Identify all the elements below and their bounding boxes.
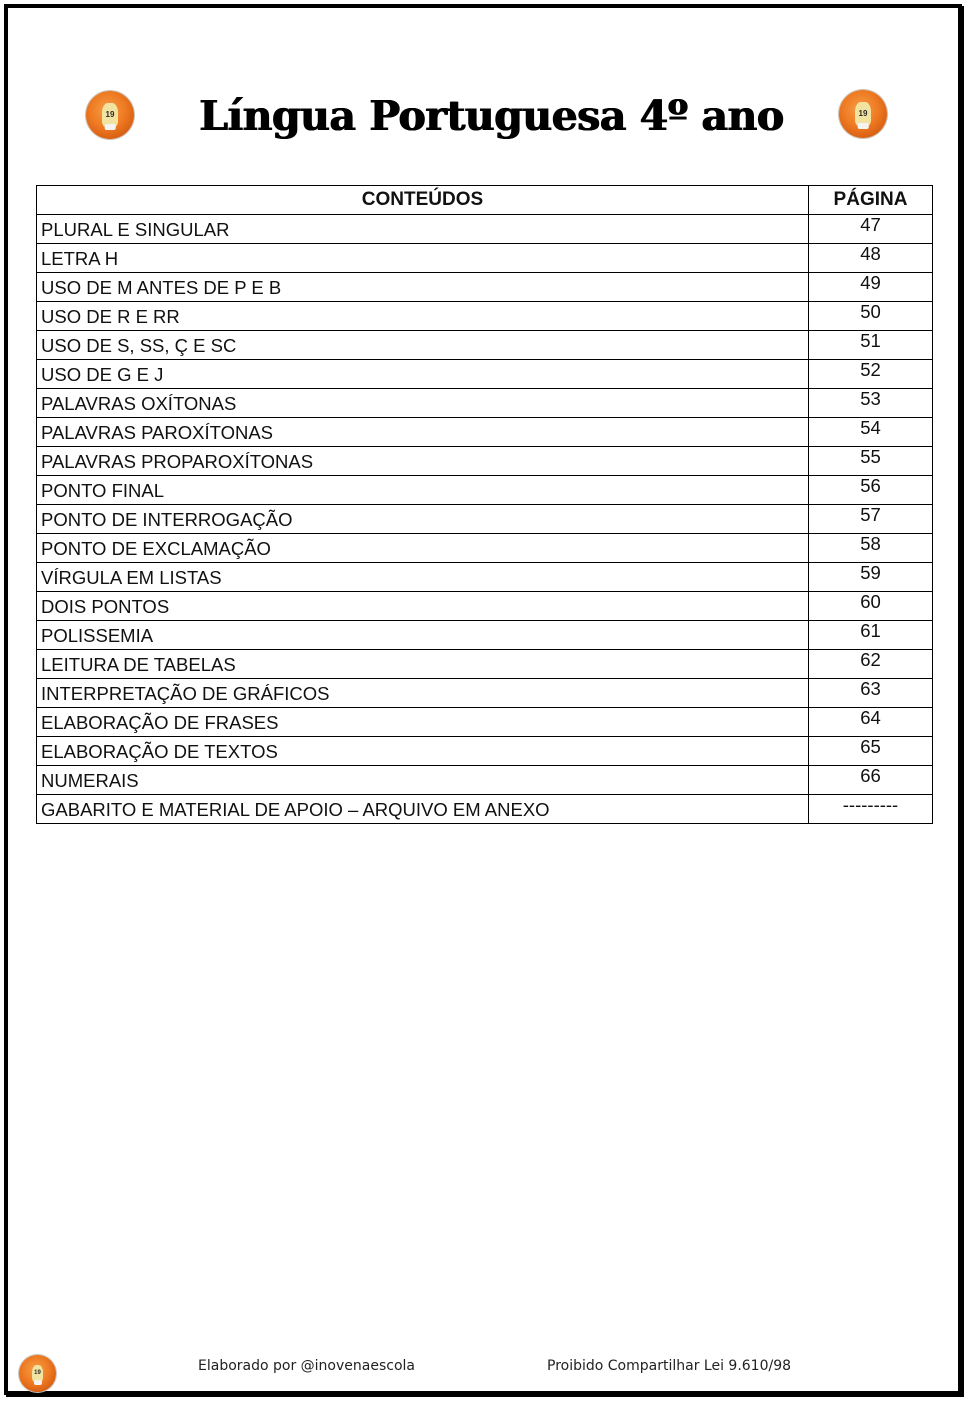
page-cell: 50 — [809, 302, 933, 331]
page-cell: 60 — [809, 592, 933, 621]
logo-base — [105, 124, 116, 131]
page-cell: 59 — [809, 563, 933, 592]
content-cell: VÍRGULA EM LISTAS — [37, 563, 809, 592]
table-row — [37, 215, 933, 244]
logo-text: 19 — [105, 110, 115, 120]
content-cell: ELABORAÇÃO DE FRASES — [37, 708, 809, 737]
content-cell: LETRA H — [37, 244, 809, 273]
page-title: Língua Portuguesa 4º ano — [199, 92, 784, 140]
table-row — [37, 592, 933, 621]
content-cell: PLURAL E SINGULAR — [37, 215, 809, 244]
table-row — [37, 621, 933, 650]
content-cell: USO DE R E RR — [37, 302, 809, 331]
content-cell: PONTO FINAL — [37, 476, 809, 505]
table-row — [37, 389, 933, 418]
table-row — [37, 476, 933, 505]
table-row — [37, 331, 933, 360]
page-cell: 64 — [809, 708, 933, 737]
content-cell: PALAVRAS PAROXÍTONAS — [37, 418, 809, 447]
table-row — [37, 418, 933, 447]
page-cell: 55 — [809, 447, 933, 476]
table-row — [37, 302, 933, 331]
table-body — [37, 215, 933, 824]
page-cell: 58 — [809, 534, 933, 563]
table-row — [37, 563, 933, 592]
page-cell: 63 — [809, 679, 933, 708]
content-cell: PALAVRAS PROPAROXÍTONAS — [37, 447, 809, 476]
school-logo-icon — [86, 91, 134, 139]
content-cell: POLISSEMIA — [37, 621, 809, 650]
logo-text: 19 — [34, 1369, 41, 1376]
page-cell: 47 — [809, 215, 933, 244]
table-row — [37, 650, 933, 679]
footer-copyright-notice: Proibido Compartilhar Lei 9.610/98 — [547, 1358, 792, 1374]
content-cell: PALAVRAS OXÍTONAS — [37, 389, 809, 418]
content-cell: DOIS PONTOS — [37, 592, 809, 621]
footer-author: Elaborado por @inovenaescola — [198, 1358, 415, 1374]
table-row — [37, 244, 933, 273]
page-cell: 53 — [809, 389, 933, 418]
page-cell: 52 — [809, 360, 933, 389]
logo-base — [858, 123, 869, 130]
header-contents: CONTEÚDOS — [37, 186, 809, 215]
table-row — [37, 534, 933, 563]
table-row — [37, 505, 933, 534]
page-cell: 66 — [809, 766, 933, 795]
content-cell: PONTO DE INTERROGAÇÃO — [37, 505, 809, 534]
table-row — [37, 679, 933, 708]
page-cell: 56 — [809, 476, 933, 505]
table-row — [37, 737, 933, 766]
page-cell: 49 — [809, 273, 933, 302]
logo-text: 19 — [858, 109, 868, 119]
content-cell: LEITURA DE TABELAS — [37, 650, 809, 679]
contents-table — [36, 185, 933, 824]
page-cell: 54 — [809, 418, 933, 447]
table-row — [37, 447, 933, 476]
content-cell: GABARITO E MATERIAL DE APOIO – ARQUIVO EM ANEXO — [37, 795, 809, 824]
page-cell: 48 — [809, 244, 933, 273]
page-cell: 61 — [809, 621, 933, 650]
content-cell: NUMERAIS — [37, 766, 809, 795]
school-logo-icon — [839, 90, 887, 138]
table-row — [37, 795, 933, 824]
table-row — [37, 273, 933, 302]
table-row — [37, 360, 933, 389]
school-logo-icon — [19, 1355, 56, 1392]
content-cell: ELABORAÇÃO DE TEXTOS — [37, 737, 809, 766]
page-cell: 65 — [809, 737, 933, 766]
table-header-row — [37, 186, 933, 215]
page-cell: --------- — [809, 795, 933, 824]
table-row — [37, 766, 933, 795]
content-cell: INTERPRETAÇÃO DE GRÁFICOS — [37, 679, 809, 708]
content-cell: USO DE M ANTES DE P E B — [37, 273, 809, 302]
table-row — [37, 708, 933, 737]
page-cell: 62 — [809, 650, 933, 679]
content-cell: USO DE S, SS, Ç E SC — [37, 331, 809, 360]
content-cell: PONTO DE EXCLAMAÇÃO — [37, 534, 809, 563]
logo-base — [33, 1380, 41, 1385]
page-cell: 51 — [809, 331, 933, 360]
content-cell: USO DE G E J — [37, 360, 809, 389]
header-page: PÁGINA — [809, 186, 933, 215]
page-cell: 57 — [809, 505, 933, 534]
